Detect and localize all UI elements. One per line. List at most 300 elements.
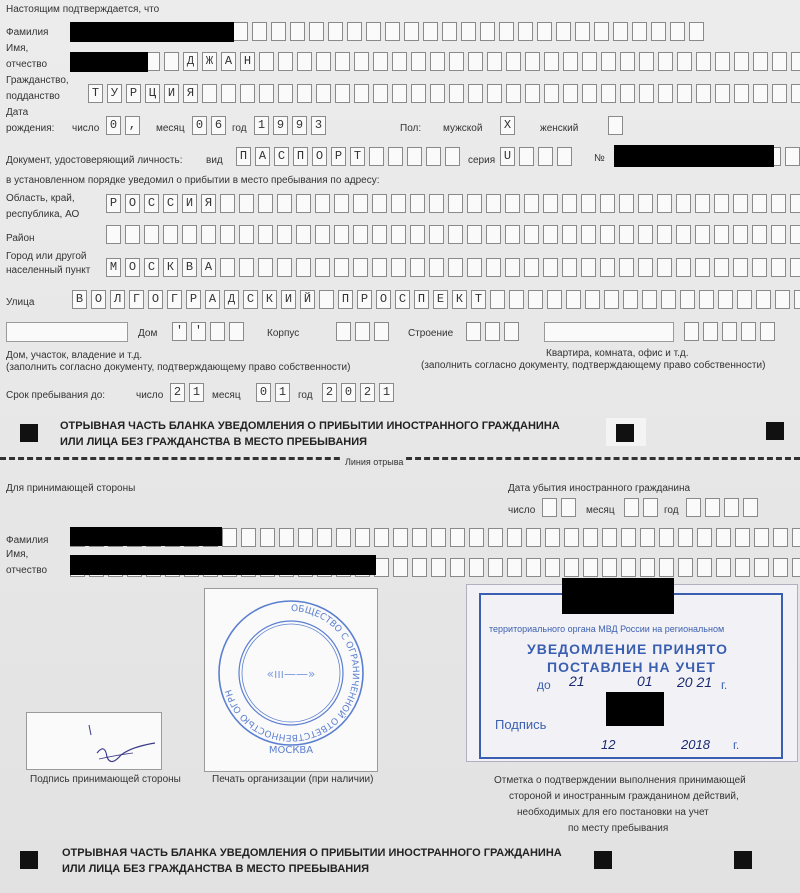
char-cell[interactable]: Г xyxy=(129,290,144,309)
char-cell[interactable] xyxy=(754,528,769,547)
char-cell[interactable] xyxy=(753,84,768,103)
char-cell[interactable] xyxy=(754,558,769,577)
char-cell[interactable] xyxy=(412,558,427,577)
char-cell[interactable] xyxy=(621,558,636,577)
char-cell[interactable] xyxy=(506,84,521,103)
char-cell[interactable]: С xyxy=(274,147,289,166)
char-cell[interactable]: Р xyxy=(126,84,141,103)
char-cell[interactable] xyxy=(562,258,577,277)
char-cell[interactable] xyxy=(686,498,701,517)
char-cell[interactable] xyxy=(328,22,343,41)
char-cell[interactable] xyxy=(619,225,634,244)
char-cell[interactable] xyxy=(466,322,481,341)
char-cell[interactable] xyxy=(600,225,615,244)
char-cell[interactable] xyxy=(699,290,714,309)
char-cell[interactable] xyxy=(347,22,362,41)
char-cell[interactable] xyxy=(753,52,768,71)
char-cell[interactable] xyxy=(518,22,533,41)
char-cell[interactable]: О xyxy=(376,290,391,309)
char-cell[interactable] xyxy=(372,194,387,213)
char-cell[interactable] xyxy=(582,52,597,71)
char-cell[interactable] xyxy=(623,290,638,309)
char-cell[interactable] xyxy=(241,528,256,547)
char-cell[interactable] xyxy=(220,194,235,213)
char-cell[interactable] xyxy=(775,290,790,309)
char-cell[interactable] xyxy=(525,84,540,103)
char-cell[interactable] xyxy=(705,498,720,517)
char-cell[interactable]: Р xyxy=(331,147,346,166)
char-cell[interactable] xyxy=(715,84,730,103)
char-cell[interactable] xyxy=(544,52,559,71)
char-cell[interactable] xyxy=(391,194,406,213)
char-cell[interactable] xyxy=(733,225,748,244)
char-cell[interactable] xyxy=(619,194,634,213)
char-cell[interactable] xyxy=(221,84,236,103)
char-cell[interactable]: , xyxy=(125,116,140,135)
char-cell[interactable] xyxy=(258,225,273,244)
char-cell[interactable] xyxy=(714,258,729,277)
char-cell[interactable] xyxy=(296,225,311,244)
char-cell[interactable] xyxy=(429,258,444,277)
char-cell[interactable] xyxy=(771,194,786,213)
char-cell[interactable]: Я xyxy=(201,194,216,213)
char-cell[interactable] xyxy=(315,258,330,277)
char-cell[interactable] xyxy=(741,322,756,341)
char-cell[interactable]: Р xyxy=(357,290,372,309)
char-cell[interactable] xyxy=(583,558,598,577)
char-cell[interactable]: Р xyxy=(106,194,121,213)
dep-year-cells[interactable] xyxy=(686,498,762,517)
char-cell[interactable] xyxy=(640,558,655,577)
char-cell[interactable] xyxy=(490,290,505,309)
char-cell[interactable] xyxy=(794,290,800,309)
char-cell[interactable] xyxy=(600,194,615,213)
char-cell[interactable] xyxy=(556,22,571,41)
char-cell[interactable]: 3 xyxy=(311,116,326,135)
char-cell[interactable]: 9 xyxy=(273,116,288,135)
char-cell[interactable]: Д xyxy=(183,52,198,71)
char-cell[interactable] xyxy=(222,528,237,547)
char-cell[interactable] xyxy=(735,528,750,547)
char-cell[interactable] xyxy=(525,52,540,71)
char-cell[interactable] xyxy=(369,147,384,166)
char-cell[interactable]: С xyxy=(163,194,178,213)
char-cell[interactable] xyxy=(315,225,330,244)
char-cell[interactable] xyxy=(575,22,590,41)
char-cell[interactable]: М xyxy=(106,258,121,277)
char-cell[interactable]: 2 xyxy=(170,383,185,402)
char-cell[interactable] xyxy=(487,84,502,103)
char-cell[interactable] xyxy=(639,52,654,71)
char-cell[interactable]: И xyxy=(281,290,296,309)
char-cell[interactable]: 6 xyxy=(211,116,226,135)
char-cell[interactable]: С xyxy=(243,290,258,309)
char-cell[interactable]: О xyxy=(125,194,140,213)
char-cell[interactable] xyxy=(519,147,534,166)
char-cell[interactable] xyxy=(564,558,579,577)
char-cell[interactable] xyxy=(581,258,596,277)
city-cells[interactable] xyxy=(106,258,800,277)
char-cell[interactable] xyxy=(640,528,655,547)
char-cell[interactable] xyxy=(298,528,313,547)
dob-year-cells[interactable] xyxy=(254,116,330,135)
char-cell[interactable] xyxy=(524,225,539,244)
char-cell[interactable]: 1 xyxy=(379,383,394,402)
char-cell[interactable] xyxy=(430,84,445,103)
char-cell[interactable]: Т xyxy=(471,290,486,309)
char-cell[interactable] xyxy=(722,322,737,341)
char-cell[interactable]: 0 xyxy=(341,383,356,402)
char-cell[interactable] xyxy=(431,558,446,577)
char-cell[interactable] xyxy=(239,225,254,244)
char-cell[interactable]: Й xyxy=(300,290,315,309)
char-cell[interactable] xyxy=(315,194,330,213)
char-cell[interactable]: В xyxy=(72,290,87,309)
char-cell[interactable]: П xyxy=(293,147,308,166)
char-cell[interactable] xyxy=(676,258,691,277)
char-cell[interactable] xyxy=(696,84,711,103)
char-cell[interactable] xyxy=(258,194,273,213)
dob-month-cells[interactable] xyxy=(192,116,230,135)
char-cell[interactable] xyxy=(334,258,349,277)
char-cell[interactable] xyxy=(676,225,691,244)
char-cell[interactable] xyxy=(374,528,389,547)
char-cell[interactable] xyxy=(639,84,654,103)
char-cell[interactable] xyxy=(392,52,407,71)
char-cell[interactable] xyxy=(733,194,748,213)
char-cell[interactable] xyxy=(756,290,771,309)
char-cell[interactable] xyxy=(792,528,800,547)
char-cell[interactable] xyxy=(642,290,657,309)
char-cell[interactable] xyxy=(604,290,619,309)
char-cell[interactable] xyxy=(182,225,197,244)
char-cell[interactable] xyxy=(486,194,501,213)
char-cell[interactable] xyxy=(678,528,693,547)
char-cell[interactable] xyxy=(714,194,729,213)
char-cell[interactable] xyxy=(411,52,426,71)
dob-day-cells[interactable] xyxy=(106,116,144,135)
char-cell[interactable] xyxy=(429,225,444,244)
char-cell[interactable]: С xyxy=(144,194,159,213)
stay-year-cells[interactable] xyxy=(322,383,398,402)
char-cell[interactable] xyxy=(600,258,615,277)
char-cell[interactable] xyxy=(524,194,539,213)
char-cell[interactable] xyxy=(317,528,332,547)
char-cell[interactable] xyxy=(677,52,692,71)
char-cell[interactable] xyxy=(564,528,579,547)
char-cell[interactable] xyxy=(277,258,292,277)
house-cells[interactable] xyxy=(172,322,248,341)
char-cell[interactable]: 1 xyxy=(189,383,204,402)
char-cell[interactable] xyxy=(680,290,695,309)
char-cell[interactable] xyxy=(106,225,121,244)
char-cell[interactable]: В xyxy=(182,258,197,277)
char-cell[interactable] xyxy=(689,22,704,41)
char-cell[interactable] xyxy=(233,22,248,41)
char-cell[interactable] xyxy=(271,22,286,41)
char-cell[interactable] xyxy=(354,84,369,103)
char-cell[interactable] xyxy=(388,147,403,166)
char-cell[interactable] xyxy=(488,528,503,547)
char-cell[interactable] xyxy=(229,322,244,341)
char-cell[interactable] xyxy=(220,225,235,244)
char-cell[interactable] xyxy=(309,22,324,41)
char-cell[interactable]: С xyxy=(395,290,410,309)
char-cell[interactable]: ' xyxy=(191,322,206,341)
char-cell[interactable] xyxy=(752,194,767,213)
char-cell[interactable]: Ц xyxy=(145,84,160,103)
char-cell[interactable] xyxy=(563,52,578,71)
char-cell[interactable]: 1 xyxy=(275,383,290,402)
char-cell[interactable] xyxy=(125,225,140,244)
char-cell[interactable]: 0 xyxy=(192,116,207,135)
char-cell[interactable] xyxy=(445,147,460,166)
char-cell[interactable] xyxy=(785,147,800,166)
char-cell[interactable]: К xyxy=(452,290,467,309)
char-cell[interactable] xyxy=(468,52,483,71)
name-cells[interactable] xyxy=(88,52,800,71)
char-cell[interactable] xyxy=(563,84,578,103)
char-cell[interactable]: К xyxy=(163,258,178,277)
char-cell[interactable] xyxy=(676,194,691,213)
char-cell[interactable] xyxy=(374,322,389,341)
char-cell[interactable] xyxy=(467,225,482,244)
char-cell[interactable] xyxy=(657,194,672,213)
char-cell[interactable] xyxy=(791,84,800,103)
char-cell[interactable] xyxy=(259,52,274,71)
char-cell[interactable]: Н xyxy=(240,52,255,71)
char-cell[interactable] xyxy=(760,322,775,341)
char-cell[interactable]: О xyxy=(91,290,106,309)
char-cell[interactable] xyxy=(638,258,653,277)
char-cell[interactable] xyxy=(791,52,800,71)
char-cell[interactable] xyxy=(524,258,539,277)
char-cell[interactable] xyxy=(716,558,731,577)
char-cell[interactable] xyxy=(718,290,733,309)
char-cell[interactable]: А xyxy=(255,147,270,166)
char-cell[interactable] xyxy=(448,225,463,244)
char-cell[interactable] xyxy=(619,258,634,277)
char-cell[interactable] xyxy=(391,258,406,277)
char-cell[interactable] xyxy=(752,258,767,277)
char-cell[interactable]: Т xyxy=(350,147,365,166)
char-cell[interactable]: А xyxy=(205,290,220,309)
char-cell[interactable] xyxy=(407,147,422,166)
char-cell[interactable] xyxy=(392,84,407,103)
char-cell[interactable] xyxy=(353,194,368,213)
char-cell[interactable] xyxy=(334,225,349,244)
char-cell[interactable] xyxy=(412,528,427,547)
char-cell[interactable] xyxy=(366,22,381,41)
char-cell[interactable] xyxy=(316,84,331,103)
char-cell[interactable] xyxy=(678,558,693,577)
char-cell[interactable] xyxy=(336,322,351,341)
char-cell[interactable] xyxy=(658,52,673,71)
char-cell[interactable] xyxy=(353,258,368,277)
char-cell[interactable] xyxy=(659,528,674,547)
char-cell[interactable] xyxy=(258,258,273,277)
char-cell[interactable] xyxy=(355,322,370,341)
char-cell[interactable] xyxy=(651,22,666,41)
char-cell[interactable] xyxy=(372,258,387,277)
char-cell[interactable] xyxy=(410,258,425,277)
char-cell[interactable] xyxy=(716,528,731,547)
char-cell[interactable] xyxy=(336,528,351,547)
char-cell[interactable] xyxy=(448,258,463,277)
char-cell[interactable] xyxy=(210,322,225,341)
char-cell[interactable]: П xyxy=(414,290,429,309)
citizenship-cells[interactable] xyxy=(88,84,800,103)
char-cell[interactable]: О xyxy=(125,258,140,277)
host-signature-box[interactable] xyxy=(26,712,162,770)
char-cell[interactable] xyxy=(581,194,596,213)
apartment-cells[interactable] xyxy=(684,322,779,341)
char-cell[interactable] xyxy=(469,558,484,577)
district-cells[interactable] xyxy=(106,225,800,244)
char-cell[interactable] xyxy=(537,22,552,41)
dep-day-cells[interactable] xyxy=(542,498,580,517)
char-cell[interactable]: И xyxy=(164,84,179,103)
char-cell[interactable] xyxy=(594,22,609,41)
char-cell[interactable]: О xyxy=(148,290,163,309)
stay-month-cells[interactable] xyxy=(256,383,294,402)
char-cell[interactable]: Т xyxy=(88,84,103,103)
char-cell[interactable] xyxy=(695,194,710,213)
char-cell[interactable] xyxy=(743,498,758,517)
char-cell[interactable] xyxy=(632,22,647,41)
char-cell[interactable] xyxy=(252,22,267,41)
char-cell[interactable] xyxy=(319,290,334,309)
char-cell[interactable] xyxy=(695,225,710,244)
char-cell[interactable] xyxy=(677,84,692,103)
char-cell[interactable] xyxy=(450,528,465,547)
char-cell[interactable] xyxy=(469,528,484,547)
char-cell[interactable] xyxy=(297,52,312,71)
char-cell[interactable] xyxy=(697,528,712,547)
male-checkbox[interactable]: X xyxy=(500,116,515,135)
char-cell[interactable] xyxy=(734,52,749,71)
char-cell[interactable]: Д xyxy=(224,290,239,309)
char-cell[interactable] xyxy=(423,22,438,41)
char-cell[interactable] xyxy=(430,52,445,71)
char-cell[interactable] xyxy=(353,225,368,244)
region-cells[interactable] xyxy=(106,194,800,213)
char-cell[interactable] xyxy=(505,258,520,277)
char-cell[interactable] xyxy=(486,258,501,277)
char-cell[interactable] xyxy=(410,194,425,213)
char-cell[interactable] xyxy=(734,84,749,103)
char-cell[interactable]: 0 xyxy=(256,383,271,402)
char-cell[interactable] xyxy=(507,528,522,547)
char-cell[interactable]: А xyxy=(221,52,236,71)
char-cell[interactable] xyxy=(528,290,543,309)
char-cell[interactable] xyxy=(509,290,524,309)
char-cell[interactable] xyxy=(374,558,389,577)
char-cell[interactable] xyxy=(583,528,598,547)
char-cell[interactable]: U xyxy=(500,147,515,166)
char-cell[interactable] xyxy=(773,558,788,577)
char-cell[interactable] xyxy=(773,528,788,547)
char-cell[interactable] xyxy=(449,84,464,103)
char-cell[interactable] xyxy=(557,147,572,166)
char-cell[interactable] xyxy=(790,194,800,213)
char-cell[interactable] xyxy=(526,558,541,577)
char-cell[interactable] xyxy=(620,84,635,103)
female-checkbox[interactable] xyxy=(608,116,623,135)
char-cell[interactable] xyxy=(715,52,730,71)
char-cell[interactable] xyxy=(538,147,553,166)
char-cell[interactable] xyxy=(411,84,426,103)
char-cell[interactable] xyxy=(602,528,617,547)
char-cell[interactable] xyxy=(582,84,597,103)
char-cell[interactable] xyxy=(410,225,425,244)
char-cell[interactable] xyxy=(505,194,520,213)
char-cell[interactable] xyxy=(670,22,685,41)
char-cell[interactable] xyxy=(373,84,388,103)
char-cell[interactable] xyxy=(643,498,658,517)
char-cell[interactable] xyxy=(393,558,408,577)
char-cell[interactable] xyxy=(545,558,560,577)
char-cell[interactable] xyxy=(695,258,710,277)
char-cell[interactable] xyxy=(561,498,576,517)
char-cell[interactable] xyxy=(296,258,311,277)
char-cell[interactable]: О xyxy=(312,147,327,166)
char-cell[interactable] xyxy=(277,225,292,244)
char-cell[interactable] xyxy=(724,498,739,517)
char-cell[interactable] xyxy=(239,258,254,277)
char-cell[interactable] xyxy=(733,258,748,277)
char-cell[interactable] xyxy=(448,194,463,213)
char-cell[interactable] xyxy=(355,528,370,547)
char-cell[interactable] xyxy=(752,225,767,244)
char-cell[interactable] xyxy=(638,194,653,213)
char-cell[interactable]: У xyxy=(107,84,122,103)
char-cell[interactable] xyxy=(316,52,331,71)
char-cell[interactable]: К xyxy=(262,290,277,309)
char-cell[interactable] xyxy=(684,322,699,341)
char-cell[interactable] xyxy=(602,558,617,577)
char-cell[interactable] xyxy=(638,225,653,244)
building-cells[interactable] xyxy=(466,322,523,341)
char-cell[interactable]: П xyxy=(338,290,353,309)
char-cell[interactable] xyxy=(372,225,387,244)
char-cell[interactable] xyxy=(461,22,476,41)
char-cell[interactable] xyxy=(703,322,718,341)
char-cell[interactable]: Р xyxy=(186,290,201,309)
char-cell[interactable] xyxy=(467,258,482,277)
char-cell[interactable] xyxy=(499,22,514,41)
char-cell[interactable] xyxy=(480,22,495,41)
char-cell[interactable] xyxy=(547,290,562,309)
char-cell[interactable] xyxy=(260,528,275,547)
char-cell[interactable] xyxy=(542,498,557,517)
char-cell[interactable] xyxy=(790,258,800,277)
dep-month-cells[interactable] xyxy=(624,498,662,517)
house-type-box[interactable] xyxy=(6,322,128,342)
char-cell[interactable]: 2 xyxy=(360,383,375,402)
char-cell[interactable] xyxy=(543,194,558,213)
stay-day-cells[interactable] xyxy=(170,383,208,402)
char-cell[interactable]: ' xyxy=(172,322,187,341)
char-cell[interactable] xyxy=(393,528,408,547)
char-cell[interactable] xyxy=(335,52,350,71)
char-cell[interactable] xyxy=(144,225,159,244)
char-cell[interactable] xyxy=(543,258,558,277)
char-cell[interactable] xyxy=(585,290,600,309)
char-cell[interactable] xyxy=(164,52,179,71)
char-cell[interactable] xyxy=(488,558,503,577)
char-cell[interactable] xyxy=(279,528,294,547)
